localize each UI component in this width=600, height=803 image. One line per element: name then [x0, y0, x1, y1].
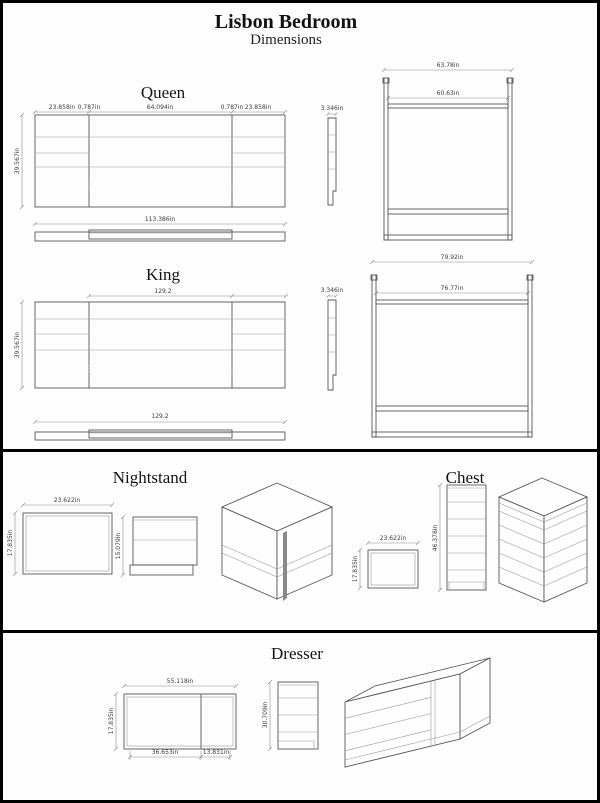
chest-isometric-view	[499, 478, 587, 602]
queen-rail-dim: 113.386in	[144, 216, 176, 223]
queen-side-panel-view	[321, 105, 344, 205]
queen-height-dim: 39.567in	[14, 147, 21, 175]
queen-frame-outer-dim: 63.78in	[436, 62, 460, 69]
nightstand-depth-dim: 17.835in	[7, 529, 14, 557]
queen-frame-top-view	[382, 62, 514, 240]
king-label: King	[146, 265, 180, 284]
queen-left-panel-dim: 23.858in	[48, 104, 76, 111]
nightstand-isometric-view	[222, 483, 332, 601]
dresser-side-view	[262, 680, 318, 751]
queen-right-panel-dim: 23.858in	[244, 104, 272, 111]
king-width-dim: 129.2	[154, 288, 172, 295]
beds-drawing	[3, 3, 597, 449]
king-side-thickness-dim: 3.346in	[320, 287, 344, 294]
nightstand-side-view	[115, 515, 197, 577]
queen-left-gap-dim: 0.787in	[77, 104, 101, 111]
king-height-dim: 39.567in	[14, 331, 21, 359]
chest-height-dim: 46.378in	[432, 524, 439, 552]
dresser-panel	[0, 630, 600, 803]
dresser-width-dim: 55.118in	[166, 678, 194, 685]
chest-depth-dim: 17.835in	[352, 555, 359, 583]
queen-center-dim: 64.094in	[146, 104, 174, 111]
dresser-label: Dresser	[271, 644, 323, 663]
dresser-top-view	[108, 678, 238, 760]
dresser-bottom-left-dim: 36.653in	[151, 749, 179, 756]
nightstand-label: Nightstand	[112, 468, 188, 487]
queen-side-thickness-dim: 3.346in	[320, 105, 344, 112]
king-frame-top-view	[370, 254, 534, 437]
king-frame-inner-dim: 76.77in	[440, 285, 464, 292]
chest-front-view	[432, 483, 486, 592]
king-rail-dim: 129.2	[151, 413, 169, 420]
queen-label: Queen	[140, 83, 186, 102]
chest-label: Chest	[445, 468, 485, 487]
queen-right-gap-dim: 0.787in	[220, 104, 244, 111]
king-frame-outer-dim: 79.92in	[440, 254, 464, 261]
dresser-drawing	[3, 633, 597, 800]
chest-width-dim: 23.622in	[379, 535, 407, 542]
queen-bottom-rail-view	[33, 216, 287, 241]
king-side-panel-view	[321, 287, 344, 390]
page-title: Lisbon Bedroom	[214, 11, 358, 33]
queen-drawing	[14, 62, 514, 241]
nightstand-chest-panel	[0, 449, 600, 633]
dresser-bottom-right-dim: 13.831in	[202, 749, 230, 756]
king-bottom-rail-view	[33, 413, 287, 440]
king-drawing	[14, 254, 534, 440]
queen-headboard-front-view	[14, 104, 287, 209]
dresser-depth-dim: 17.835in	[108, 707, 115, 735]
nightstand-width-dim: 23.622in	[53, 497, 81, 504]
nightstand-height-dim: 15.079in	[115, 532, 122, 560]
nightstand-accent-strip	[283, 531, 287, 601]
dresser-isometric-view	[345, 658, 490, 767]
nightstand-top-view	[7, 497, 114, 576]
king-headboard-front-view	[14, 288, 288, 390]
nightstand-chest-drawing	[3, 452, 597, 630]
queen-frame-inner-dim: 60.63in	[436, 90, 460, 97]
dresser-height-dim: 30.709in	[262, 701, 269, 729]
chest-top-view	[352, 535, 420, 590]
page-subtitle: Dimensions	[250, 32, 322, 48]
